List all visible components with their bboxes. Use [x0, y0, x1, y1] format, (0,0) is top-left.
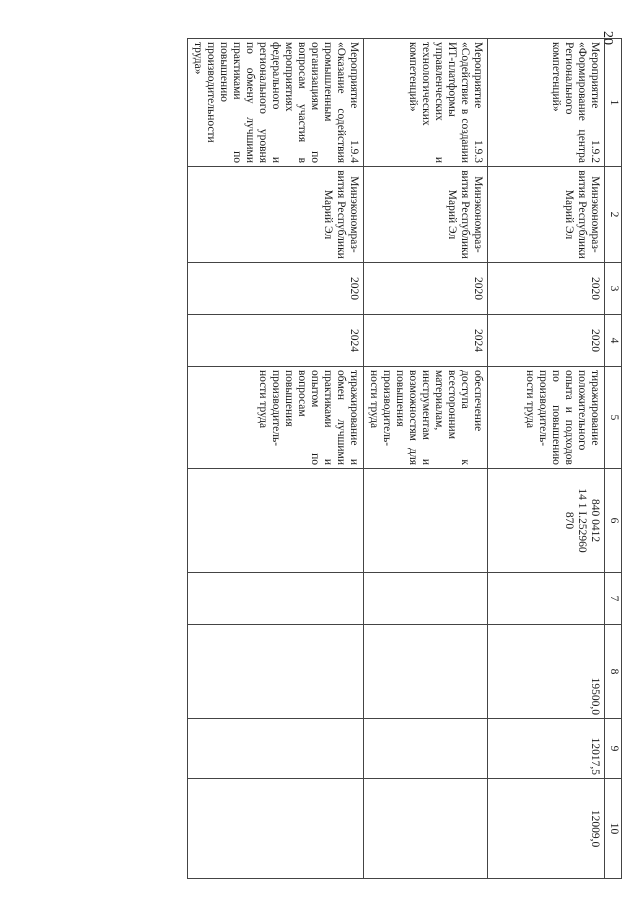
header-cell-2: 2 — [605, 167, 622, 263]
end-year-cell: 2024 — [188, 315, 364, 367]
header-cell-8: 8 — [605, 625, 622, 719]
amount-col8-cell — [188, 625, 364, 719]
header-cell-9: 9 — [605, 719, 622, 779]
table-row — [488, 39, 605, 879]
budget-code-cell: 840 0412 14 1 I.252960 870 — [488, 469, 605, 573]
header-cell-7: 7 — [605, 573, 622, 625]
amount-col9-cell — [188, 719, 364, 779]
table-row — [364, 39, 488, 879]
col7-cell — [364, 573, 488, 625]
amount-col10-cell: 12009,0 — [488, 779, 605, 879]
amount-col10-cell — [188, 779, 364, 879]
budget-code-cell — [188, 469, 364, 573]
start-year-cell: 2020 — [364, 263, 488, 315]
end-year-cell: 2024 — [364, 315, 488, 367]
program-activities-table — [187, 38, 622, 879]
header-cell-3: 3 — [605, 263, 622, 315]
amount-col8-cell — [364, 625, 488, 719]
amount-col9-cell: 12017,5 — [488, 719, 605, 779]
executor-cell: Минэкономраз-вития Республики Марий Эл — [364, 167, 488, 263]
end-year-cell: 2020 — [488, 315, 605, 367]
amount-col9-cell — [364, 719, 488, 779]
amount-col10-cell — [364, 779, 488, 879]
start-year-cell: 2020 — [188, 263, 364, 315]
header-cell-6: 6 — [605, 469, 622, 573]
executor-cell: Минэкономраз-вития Республики Марий Эл — [188, 167, 364, 263]
budget-code-cell — [364, 469, 488, 573]
col7-cell — [188, 573, 364, 625]
header-row — [605, 39, 622, 879]
amount-col8-cell: 19500,0 — [488, 625, 605, 719]
expected-result-cell: обеспечение доступа к всесторонним материалам, инструментам и возможностям для повышения производитель-ности труда — [364, 367, 488, 469]
header-cell-10: 10 — [605, 779, 622, 879]
start-year-cell: 2020 — [488, 263, 605, 315]
header-cell-4: 4 — [605, 315, 622, 367]
executor-cell: Минэкономраз-вития Республики Марий Эл — [488, 167, 605, 263]
page-number: 20 — [600, 31, 615, 45]
activity-name-cell: Мероприятие 1.9.3 «Содействие в создании ИТ-платформы управленческих и технологических компетенций» — [364, 39, 488, 167]
rotated-table-sheet — [128, 38, 622, 878]
expected-result-cell: тиражирование и обмен лучшими практиками и опытом по вопросам повышения производитель-ности труда — [188, 367, 364, 469]
activity-name-cell: Мероприятие 1.9.4 «Оказание содействия промышленным организациям по вопросам участия в мероприятиях федерального и регионального уровня по обмену лучшими практиками по повышению производительности труда» — [188, 39, 364, 167]
header-cell-1: 1 — [605, 39, 622, 167]
col7-cell — [488, 573, 605, 625]
header-cell-5: 5 — [605, 367, 622, 469]
table-row — [188, 39, 364, 879]
activity-name-cell: Мероприятие 1.9.2 «Формирование центра Регионального компетенций» — [488, 39, 605, 167]
expected-result-cell: тиражирование положительного опыта и подходов по повышению производитель-ности труда — [488, 367, 605, 469]
